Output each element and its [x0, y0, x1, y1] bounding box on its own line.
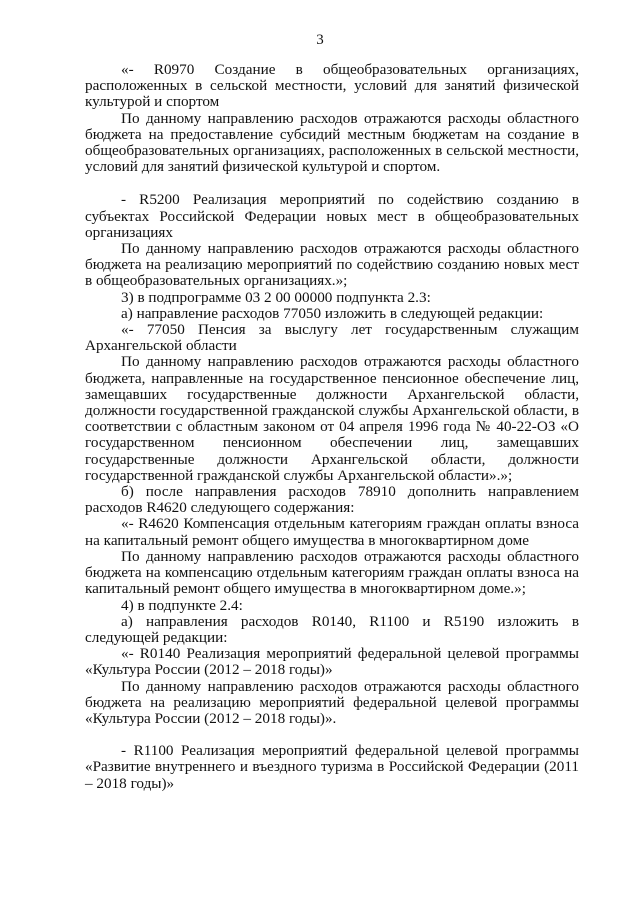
paragraph: По данному направлению расходов отражаются расходы областного бюджета на реализацию мероприятий по содействию созданию новых мест в общеобразовательных организациях.»;: [85, 240, 579, 290]
paragraph: «- R4620 Компенсация отдельным категориям граждан оплаты взноса на капитальный ремонт общего имущества в многоквартирном доме: [85, 515, 579, 549]
paragraph: - R1100 Реализация мероприятий федеральной целевой программы «Развитие внутреннего и въездного туризма в Российской Федерации (2011 – 2018 годы)»: [85, 742, 579, 792]
paragraph: По данному направлению расходов отражаются расходы областного бюджета на компенсацию отдельным категориям граждан оплаты взноса на капитальный ремонт общего имущества в многоквартирном доме.»;: [85, 547, 579, 598]
paragraph: «- 77050 Пенсия за выслугу лет государственным служащим Архангельской области: [85, 321, 579, 355]
paragraph: По данному направлению расходов отражаются расходы областного бюджета, направленные на государственное пенсионное обеспечение лиц, замещавших государственные должности Архангельской области, должности государственной гражданской службы Архангельской области, в соответствии с областным законом от 04 апреля 1996 года № 40-22-ОЗ «О государственном пенсионном обеспечении лиц, замещавших государственные должности Архангельской области, должности государственной гражданской службы Архангельской области».»;: [85, 353, 579, 484]
paragraph-gap: [85, 175, 579, 192]
paragraph: По данному направлению расходов отражаются расходы областного бюджета на реализацию мероприятий федеральной целевой программы «Культура России (2012 – 2018 годы)».: [85, 677, 579, 727]
paragraph-gap: [85, 727, 579, 743]
paragraph: а) направления расходов R0140, R1100 и R5190 изложить в следующей редакции:: [85, 612, 579, 646]
paragraph: «- R0970 Создание в общеобразовательных организациях, расположенных в сельской местности, условий для занятий физической культурой и спортом: [85, 61, 579, 111]
paragraph: б) после направления расходов 78910 дополнить направлением расходов R4620 следующего содержания:: [85, 483, 579, 517]
paragraph: «- R0140 Реализация мероприятий федеральной целевой программы «Культура России (2012 – 2018 годы)»: [85, 645, 579, 679]
paragraph: 4) в подпункте 2.4:: [121, 596, 243, 614]
paragraph: а) направление расходов 77050 изложить в следующей редакции:: [121, 304, 544, 322]
paragraph: - R5200 Реализация мероприятий по содействию созданию в субъектах Российской Федерации новых мест в общеобразовательных организациях: [85, 191, 579, 241]
page-number: 3: [316, 32, 324, 48]
paragraph: По данному направлению расходов отражаются расходы областного бюджета на предоставление субсидий местным бюджетам на создание в общеобразовательных организациях, расположенных в сельской местности, условий для занятий физической культурой и спортом.: [85, 109, 579, 176]
document-body: [85, 62, 579, 792]
paragraph: 3) в подпрограмме 03 2 00 00000 подпункта 2.3:: [121, 288, 431, 306]
